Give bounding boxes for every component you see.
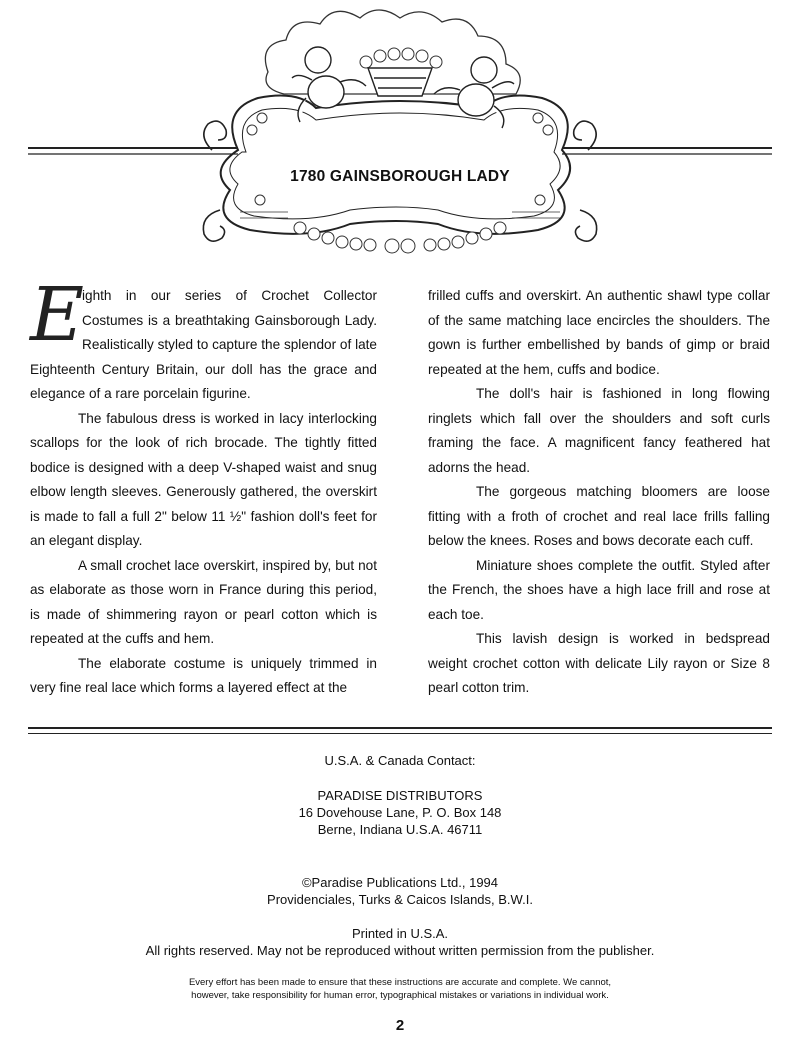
right-column xyxy=(428,284,770,701)
contact-company: PARADISE DISTRIBUTORS xyxy=(317,788,483,803)
page-number: 2 xyxy=(395,1017,405,1034)
intro-paragraph xyxy=(30,272,377,407)
rights-reserved: All rights reserved. May not be reproduced without written permission from the publisher. xyxy=(145,943,655,958)
paragraph: This lavish design is worked in bedspread weight crochet cotton with delicate Lily rayon or Size 8 pearl cotton trim. xyxy=(428,631,770,695)
paragraph: Miniature shoes complete the outfit. Styled after the French, the shoes have a high lace frill and rose at each toe. xyxy=(428,557,770,622)
printed-in: Printed in U.S.A. xyxy=(351,926,449,941)
paragraph: The fabulous dress is worked in lacy interlocking scallops for the look of rich brocade. The tightly fitted bodice is designed with a deep V-shaped waist and snug elbow length sleeves. Generously gathered, the overskirt is made to fall a full 2" below 11 ½" fashion doll's feet for an elegant display. xyxy=(30,410,377,548)
contact-address-1: 16 Dovehouse Lane, P. O. Box 148 xyxy=(298,805,502,820)
decorative-banner xyxy=(0,0,800,262)
paragraph: The elaborate costume is uniquely trimmed in very fine real lace which forms a layered effect at the xyxy=(30,655,377,695)
paragraph: A small crochet lace overskirt, inspired by, but not as elaborate as those worn in France during this period, is made of shimmering rayon or pearl cotton which is repeated at the cuffs and hem. xyxy=(30,557,377,646)
drop-cap: E xyxy=(30,272,85,358)
divider-rule-thin xyxy=(28,733,772,734)
paragraph: The gorgeous matching bloomers are loose fitting with a froth of crochet and real lace frills falling below the knees. Roses and bows decorate each cuff. xyxy=(428,484,770,548)
page-title: 1780 GAINSBOROUGH LADY xyxy=(290,168,510,185)
left-column xyxy=(30,272,377,701)
copyright-line: ©Paradise Publications Ltd., 1994 xyxy=(301,875,499,890)
paragraph: frilled cuffs and overskirt. An authentic shawl type collar of the same matching lace encircles the shoulders. The gown is further embellished by bands of gimp or braid repeated at the hem, cuffs and bodice. xyxy=(428,288,770,377)
cartouche-ornament xyxy=(0,0,800,262)
divider-rule xyxy=(28,727,772,729)
disclaimer-line-1: Every effort has been made to ensure that these instructions are accurate and complete. We cannot, xyxy=(188,977,612,988)
contact-heading: U.S.A. & Canada Contact: xyxy=(324,753,476,768)
paragraph: The doll's hair is fashioned in long flowing ringlets which fall over the shoulders and soft curls framing the face. A magnificent fancy feathered hat adorns the head. xyxy=(428,386,770,475)
contact-address-2: Berne, Indiana U.S.A. 46711 xyxy=(317,822,483,837)
paragraph-text: ighth in our series of Crochet Collector Costumes is a breathtaking Gainsborough Lady. Realistically styled to capture the splendor of late Eighteenth Century Britain, our doll has the grace and elegance of a rare porcelain figurine. xyxy=(30,288,377,401)
copyright-location: Providenciales, Turks & Caicos Islands, B.W.I. xyxy=(267,892,533,907)
disclaimer-line-2: however, take responsibility for human error, typographical mistakes or variations in individual work. xyxy=(191,990,609,1001)
